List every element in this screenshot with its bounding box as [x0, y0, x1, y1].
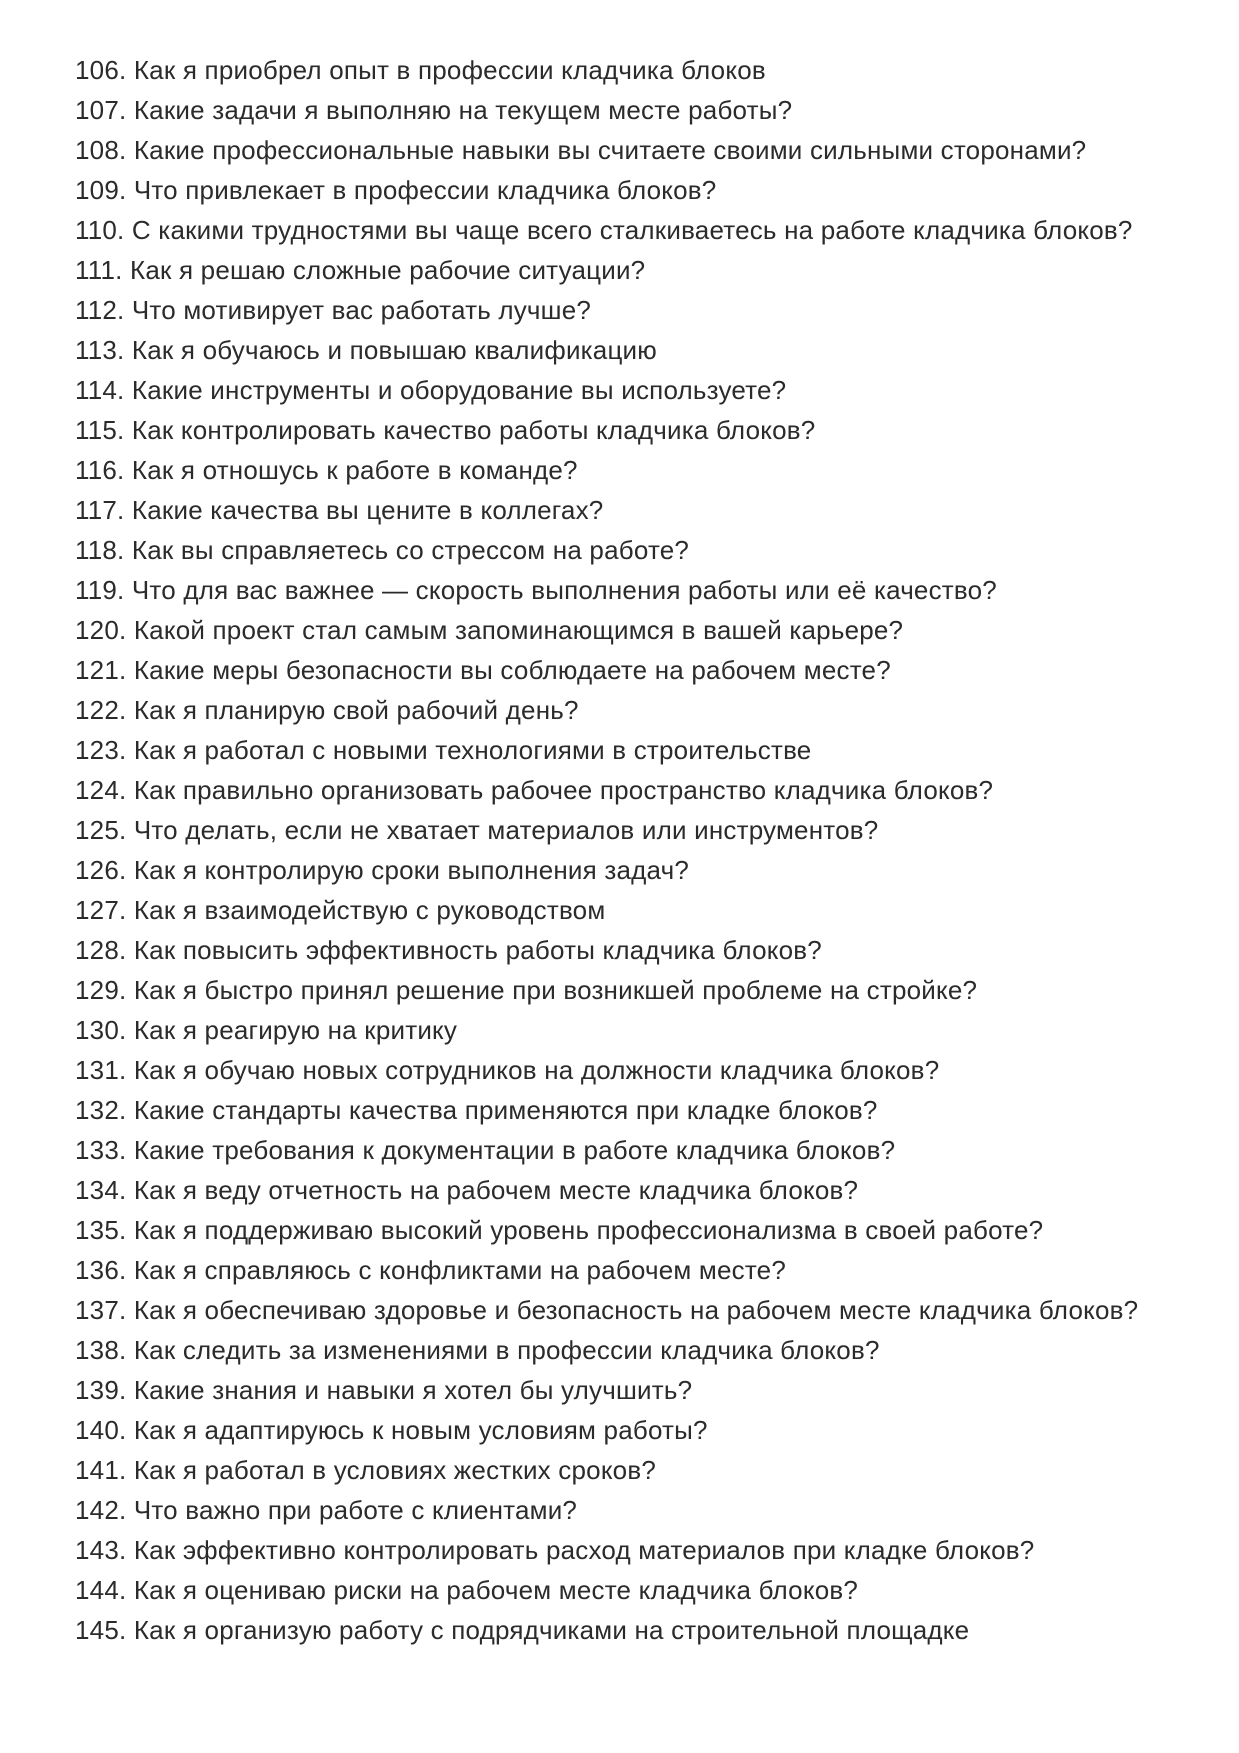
list-item [75, 170, 1209, 210]
item-text: Как я обучаю новых сотрудников на должности кладчика блоков? [133, 1055, 940, 1085]
item-number: 125. [75, 815, 134, 845]
item-number: 135. [75, 1215, 134, 1245]
item-text: Как я быстро принял решение при возникшей проблеме на стройке? [133, 975, 978, 1005]
item-number: 122. [75, 695, 134, 725]
list-item [75, 530, 1209, 570]
item-text: Как контролировать качество работы кладчика блоков? [131, 415, 816, 445]
list-item [75, 490, 1209, 530]
item-number: 138. [75, 1335, 134, 1365]
list-item [75, 1570, 1209, 1610]
item-text: Как я адаптируюсь к новым условиям работы? [133, 1415, 708, 1445]
item-number: 136. [75, 1255, 134, 1285]
item-number: 113. [75, 335, 132, 365]
list-item [75, 450, 1209, 490]
item-text: Как я приобрел опыт в профессии кладчика блоков [133, 55, 766, 85]
item-text: Что мотивирует вас работать лучше? [131, 295, 592, 325]
list-item [75, 690, 1209, 730]
list-item [75, 770, 1209, 810]
item-number: 131. [75, 1055, 134, 1085]
item-number: 121. [75, 655, 134, 685]
item-text: С какими трудностями вы чаще всего сталкиваетесь на работе кладчика блоков? [131, 215, 1133, 245]
item-text: Что делать, если не хватает материалов или инструментов? [133, 815, 879, 845]
item-number: 114. [75, 375, 132, 405]
list-item [75, 210, 1209, 250]
item-number: 124. [75, 775, 134, 805]
item-number: 130. [75, 1015, 134, 1045]
list-item [75, 1410, 1209, 1450]
list-item [75, 1290, 1209, 1330]
item-number: 109. [75, 175, 134, 205]
item-text: Как я планирую свой рабочий день? [133, 695, 579, 725]
list-item [75, 130, 1209, 170]
list-item [75, 1090, 1209, 1130]
item-number: 144. [75, 1575, 134, 1605]
item-number: 120. [75, 615, 134, 645]
item-number: 128. [75, 935, 134, 965]
item-number: 139. [75, 1375, 134, 1405]
item-text: Как я организую работу с подрядчиками на строительной площадке [133, 1615, 970, 1645]
item-number: 140. [75, 1415, 134, 1445]
item-number: 117. [75, 495, 132, 525]
item-number: 141. [75, 1455, 134, 1485]
list-item [75, 410, 1209, 450]
list-item [75, 1250, 1209, 1290]
item-number: 137. [75, 1295, 134, 1325]
item-text: Как я работал с новыми технологиями в строительстве [133, 735, 812, 765]
item-text: Как я обеспечиваю здоровье и безопасность на рабочем месте кладчика блоков? [133, 1295, 1139, 1325]
item-text: Как я обучаюсь и повышаю квалификацию [131, 335, 657, 365]
question-list [75, 50, 1209, 1650]
item-number: 129. [75, 975, 134, 1005]
item-text: Как я взаимодействую с руководством [133, 895, 606, 925]
item-text: Какой проект стал самым запоминающимся в вашей карьере? [133, 615, 904, 645]
list-item [75, 1490, 1209, 1530]
item-text: Что для вас важнее — скорость выполнения работы или её качество? [131, 575, 997, 605]
list-item [75, 930, 1209, 970]
item-number: 116. [75, 455, 132, 485]
item-text: Что привлекает в профессии кладчика блоков? [133, 175, 717, 205]
item-number: 127. [75, 895, 134, 925]
list-item [75, 1370, 1209, 1410]
list-item [75, 290, 1209, 330]
item-number: 107. [75, 95, 134, 125]
item-text: Какие профессиональные навыки вы считаете своими сильными сторонами? [133, 135, 1087, 165]
item-number: 123. [75, 735, 134, 765]
list-item [75, 250, 1209, 290]
list-item [75, 810, 1209, 850]
list-item [75, 1170, 1209, 1210]
item-text: Как я справляюсь с конфликтами на рабочем месте? [133, 1255, 786, 1285]
list-item [75, 90, 1209, 130]
list-item [75, 370, 1209, 410]
item-text: Как повысить эффективность работы кладчика блоков? [133, 935, 822, 965]
item-number: 126. [75, 855, 134, 885]
item-number: 142. [75, 1495, 134, 1525]
item-text: Как вы справляетесь со стрессом на работе? [131, 535, 690, 565]
list-item [75, 1210, 1209, 1250]
item-number: 132. [75, 1095, 134, 1125]
list-item [75, 330, 1209, 370]
list-item [75, 1050, 1209, 1090]
item-text: Какие инструменты и оборудование вы используете? [131, 375, 787, 405]
list-item [75, 610, 1209, 650]
list-item [75, 1130, 1209, 1170]
item-number: 110. [75, 215, 132, 245]
item-number: 143. [75, 1535, 134, 1565]
item-text: Как я оцениваю риски на рабочем месте кладчика блоков? [133, 1575, 859, 1605]
item-text: Как я реагирую на критику [133, 1015, 458, 1045]
item-text: Какие требования к документации в работе кладчика блоков? [133, 1135, 896, 1165]
item-number: 133. [75, 1135, 134, 1165]
list-item [75, 50, 1209, 90]
item-text: Как я работал в условиях жестких сроков? [133, 1455, 657, 1485]
list-item [75, 890, 1209, 930]
item-number: 106. [75, 55, 134, 85]
item-number: 112. [75, 295, 132, 325]
list-item [75, 850, 1209, 890]
list-item [75, 1530, 1209, 1570]
item-text: Какие меры безопасности вы соблюдаете на рабочем месте? [133, 655, 891, 685]
item-text: Какие знания и навыки я хотел бы улучшить? [133, 1375, 693, 1405]
item-text: Какие стандарты качества применяются при кладке блоков? [133, 1095, 878, 1125]
item-text: Как я веду отчетность на рабочем месте кладчика блоков? [133, 1175, 859, 1205]
item-number: 118. [75, 535, 132, 565]
item-text: Как правильно организовать рабочее пространство кладчика блоков? [133, 775, 994, 805]
item-text: Как эффективно контролировать расход материалов при кладке блоков? [133, 1535, 1035, 1565]
list-item [75, 1330, 1209, 1370]
item-number: 108. [75, 135, 134, 165]
item-text: Как я поддерживаю высокий уровень профессионализма в своей работе? [133, 1215, 1044, 1245]
list-item [75, 970, 1209, 1010]
list-item [75, 1450, 1209, 1490]
item-text: Как следить за изменениями в профессии кладчика блоков? [133, 1335, 880, 1365]
list-item [75, 650, 1209, 690]
item-text: Что важно при работе с клиентами? [133, 1495, 578, 1525]
item-text: Как я отношусь к работе в команде? [131, 455, 578, 485]
item-text: Как я решаю сложные рабочие ситуации? [129, 255, 646, 285]
list-item [75, 570, 1209, 610]
item-text: Какие задачи я выполняю на текущем месте работы? [133, 95, 793, 125]
list-item [75, 730, 1209, 770]
item-number: 134. [75, 1175, 134, 1205]
item-number: 145. [75, 1615, 134, 1645]
list-item [75, 1010, 1209, 1050]
item-text: Какие качества вы цените в коллегах? [131, 495, 604, 525]
item-number: 111. [75, 255, 130, 285]
item-number: 119. [75, 575, 132, 605]
list-item [75, 1610, 1209, 1650]
item-number: 115. [75, 415, 132, 445]
item-text: Как я контролирую сроки выполнения задач? [133, 855, 689, 885]
